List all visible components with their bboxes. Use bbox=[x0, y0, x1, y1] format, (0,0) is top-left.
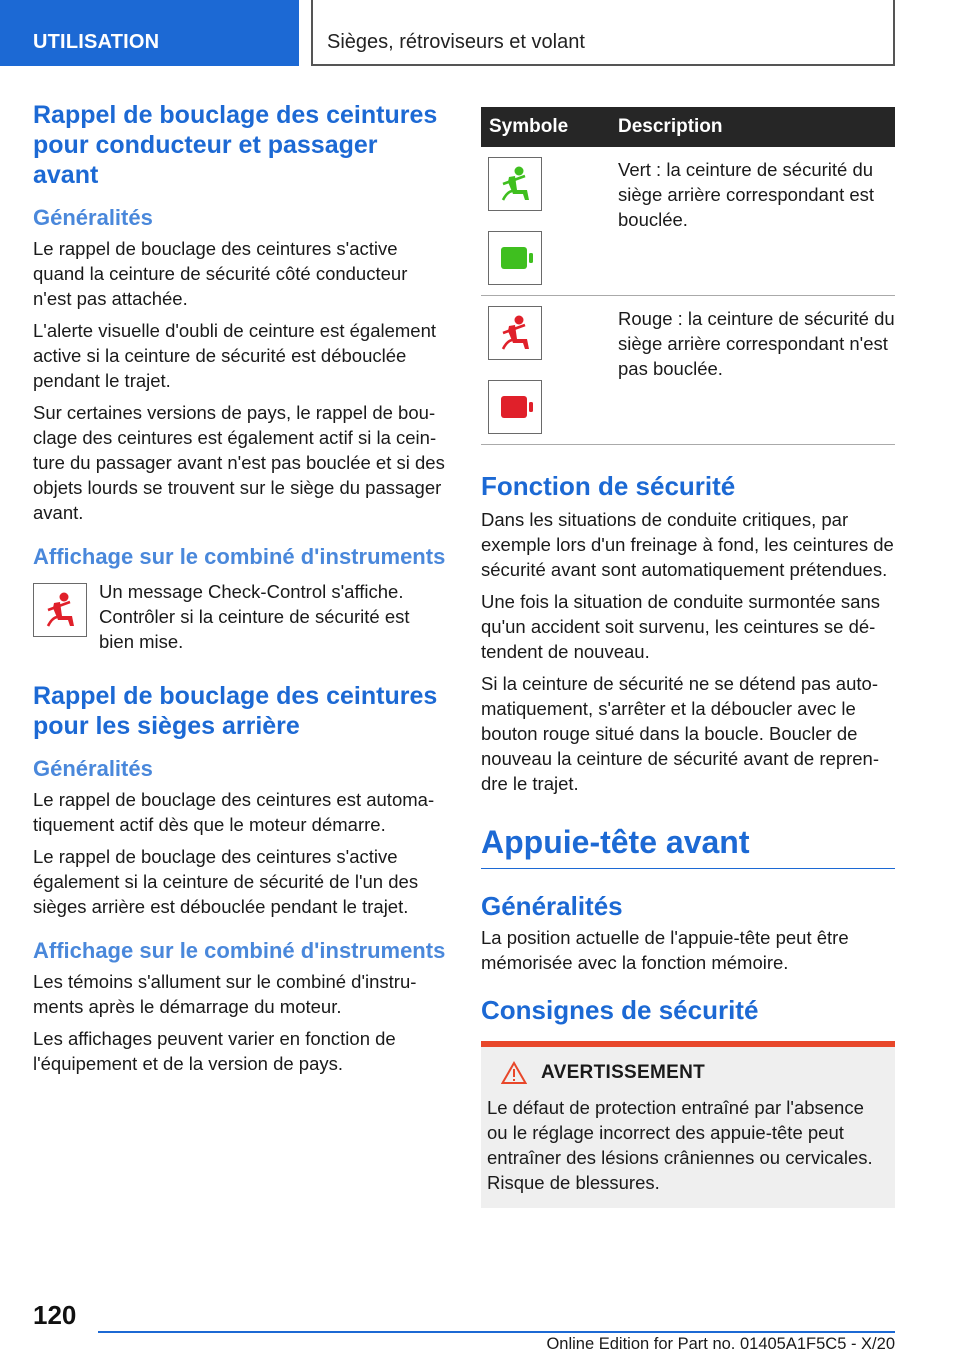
seat-green-indicator-icon bbox=[488, 231, 542, 285]
paragraph: Dans les situations de conduite critiques, par exemple lors d'un freinage à fond, les ceintures de sécurité avant sont automatiquement prétendues. bbox=[481, 509, 894, 580]
subsection-title-general: Généralités bbox=[33, 756, 153, 781]
paragraph: Les témoins s'allument sur le combiné d'instruments après le démarrage du moteur. bbox=[33, 971, 417, 1017]
warning-triangle-icon bbox=[501, 1061, 527, 1085]
chapter-heading-headrest: Appuie-tête avant bbox=[481, 822, 895, 869]
paragraph: L'alerte visuelle d'oubli de ceinture est également active si la ceinture de sécurité est débouclée pendant le trajet. bbox=[33, 320, 437, 391]
seatbelt-green-icon bbox=[488, 157, 542, 211]
symbol-table bbox=[481, 107, 895, 445]
section-title-safety-function: Fonction de sécurité bbox=[481, 471, 736, 501]
paragraph: Le rappel de bouclage des ceintures est automatiquement actif dès que le moteur démarre. bbox=[33, 789, 435, 835]
paragraph: Le rappel de bouclage des ceintures s'active quand la ceinture de sécurité côté conducteur n'est pas attachée. bbox=[33, 238, 408, 309]
subsection-title-display: Affichage sur le combiné d'instruments bbox=[33, 938, 446, 963]
display-message-text: Un message Check-Control s'affiche. Contrôler si la ceinture de sécurité est bien mise. bbox=[99, 581, 410, 652]
subsection-title-general: Généralités bbox=[33, 205, 153, 230]
section-tab[interactable]: UTILISATION bbox=[0, 0, 299, 66]
description-cell: Rouge : la ceinture de sécurité du siège arrière correspondant n'est pas bouclée. bbox=[606, 296, 895, 445]
paragraph: Le rappel de bouclage des ceintures s'active également si la ceinture de sécurité de l'un des sièges arrière est débouclée pendant le trajet. bbox=[33, 846, 419, 917]
table-header-description: Description bbox=[606, 107, 895, 147]
chapter-title: Sièges, rétroviseurs et volant bbox=[311, 0, 895, 66]
table-row bbox=[481, 296, 895, 445]
section-title-driver-reminder: Rappel de bouclage des ceintures pour conducteur et passager avant bbox=[33, 101, 438, 189]
section-title-rear-reminder: Rappel de bouclage des ceintures pour les sièges arrière bbox=[33, 682, 438, 740]
seat-red-indicator-icon bbox=[488, 380, 542, 434]
page-number: 120 bbox=[33, 1300, 77, 1330]
table-header-symbol: Symbole bbox=[481, 107, 606, 147]
paragraph: Une fois la situation de conduite surmontée sans qu'un accident soit survenu, les ceintures se détendent de nouveau. bbox=[481, 591, 881, 662]
warning-box bbox=[481, 1047, 895, 1208]
page-header bbox=[0, 0, 960, 66]
display-message-row bbox=[33, 579, 446, 661]
right-column bbox=[481, 103, 895, 1208]
seatbelt-warning-icon bbox=[33, 583, 87, 637]
paragraph: Si la ceinture de sécurité ne se détend pas automatiquement, s'arrêter et la déboucler avec le bouton rouge situé dans la boucle. Boucler de nouveau la ceinture de sécurité avant de reprendre le trajet. bbox=[481, 673, 880, 794]
paragraph: Les affichages peuvent varier en fonction de l'équipement et de la version de pays. bbox=[33, 1028, 396, 1074]
paragraph: La position actuelle de l'appuie-tête peut être mémorisée avec la fonction mémoire. bbox=[481, 927, 849, 973]
section-title-safety-instructions: Consignes de sécurité bbox=[481, 995, 759, 1025]
symbol-cell bbox=[481, 147, 606, 296]
left-column bbox=[33, 100, 446, 1083]
warning-header bbox=[501, 1061, 889, 1085]
warning-text: Le défaut de protection entraîné par l'absence ou le réglage incorrect des appuie-tête peut entraîner des lésions crâniennes ou cervicales. Risque de blessures. bbox=[487, 1097, 873, 1193]
seatbelt-red-icon bbox=[488, 306, 542, 360]
symbol-cell bbox=[481, 296, 606, 445]
table-row bbox=[481, 147, 895, 296]
subsection-title-display: Affichage sur le combiné d'instruments bbox=[33, 544, 446, 569]
edition-text: Online Edition for Part no. 01405A1F5C5 - X/20 bbox=[546, 1335, 895, 1353]
description-cell: Vert : la ceinture de sécurité du siège arrière correspondant est bouclée. bbox=[606, 147, 895, 296]
warning-label: AVERTISSEMENT bbox=[541, 1062, 706, 1083]
paragraph: Sur certaines versions de pays, le rappel de bouclage des ceintures est également actif si la ceinture du passager avant n'est pas bouclée et si des objets lourds se trouvent sur le siège du passager avant. bbox=[33, 402, 445, 523]
section-title-general: Généralités bbox=[481, 891, 623, 921]
